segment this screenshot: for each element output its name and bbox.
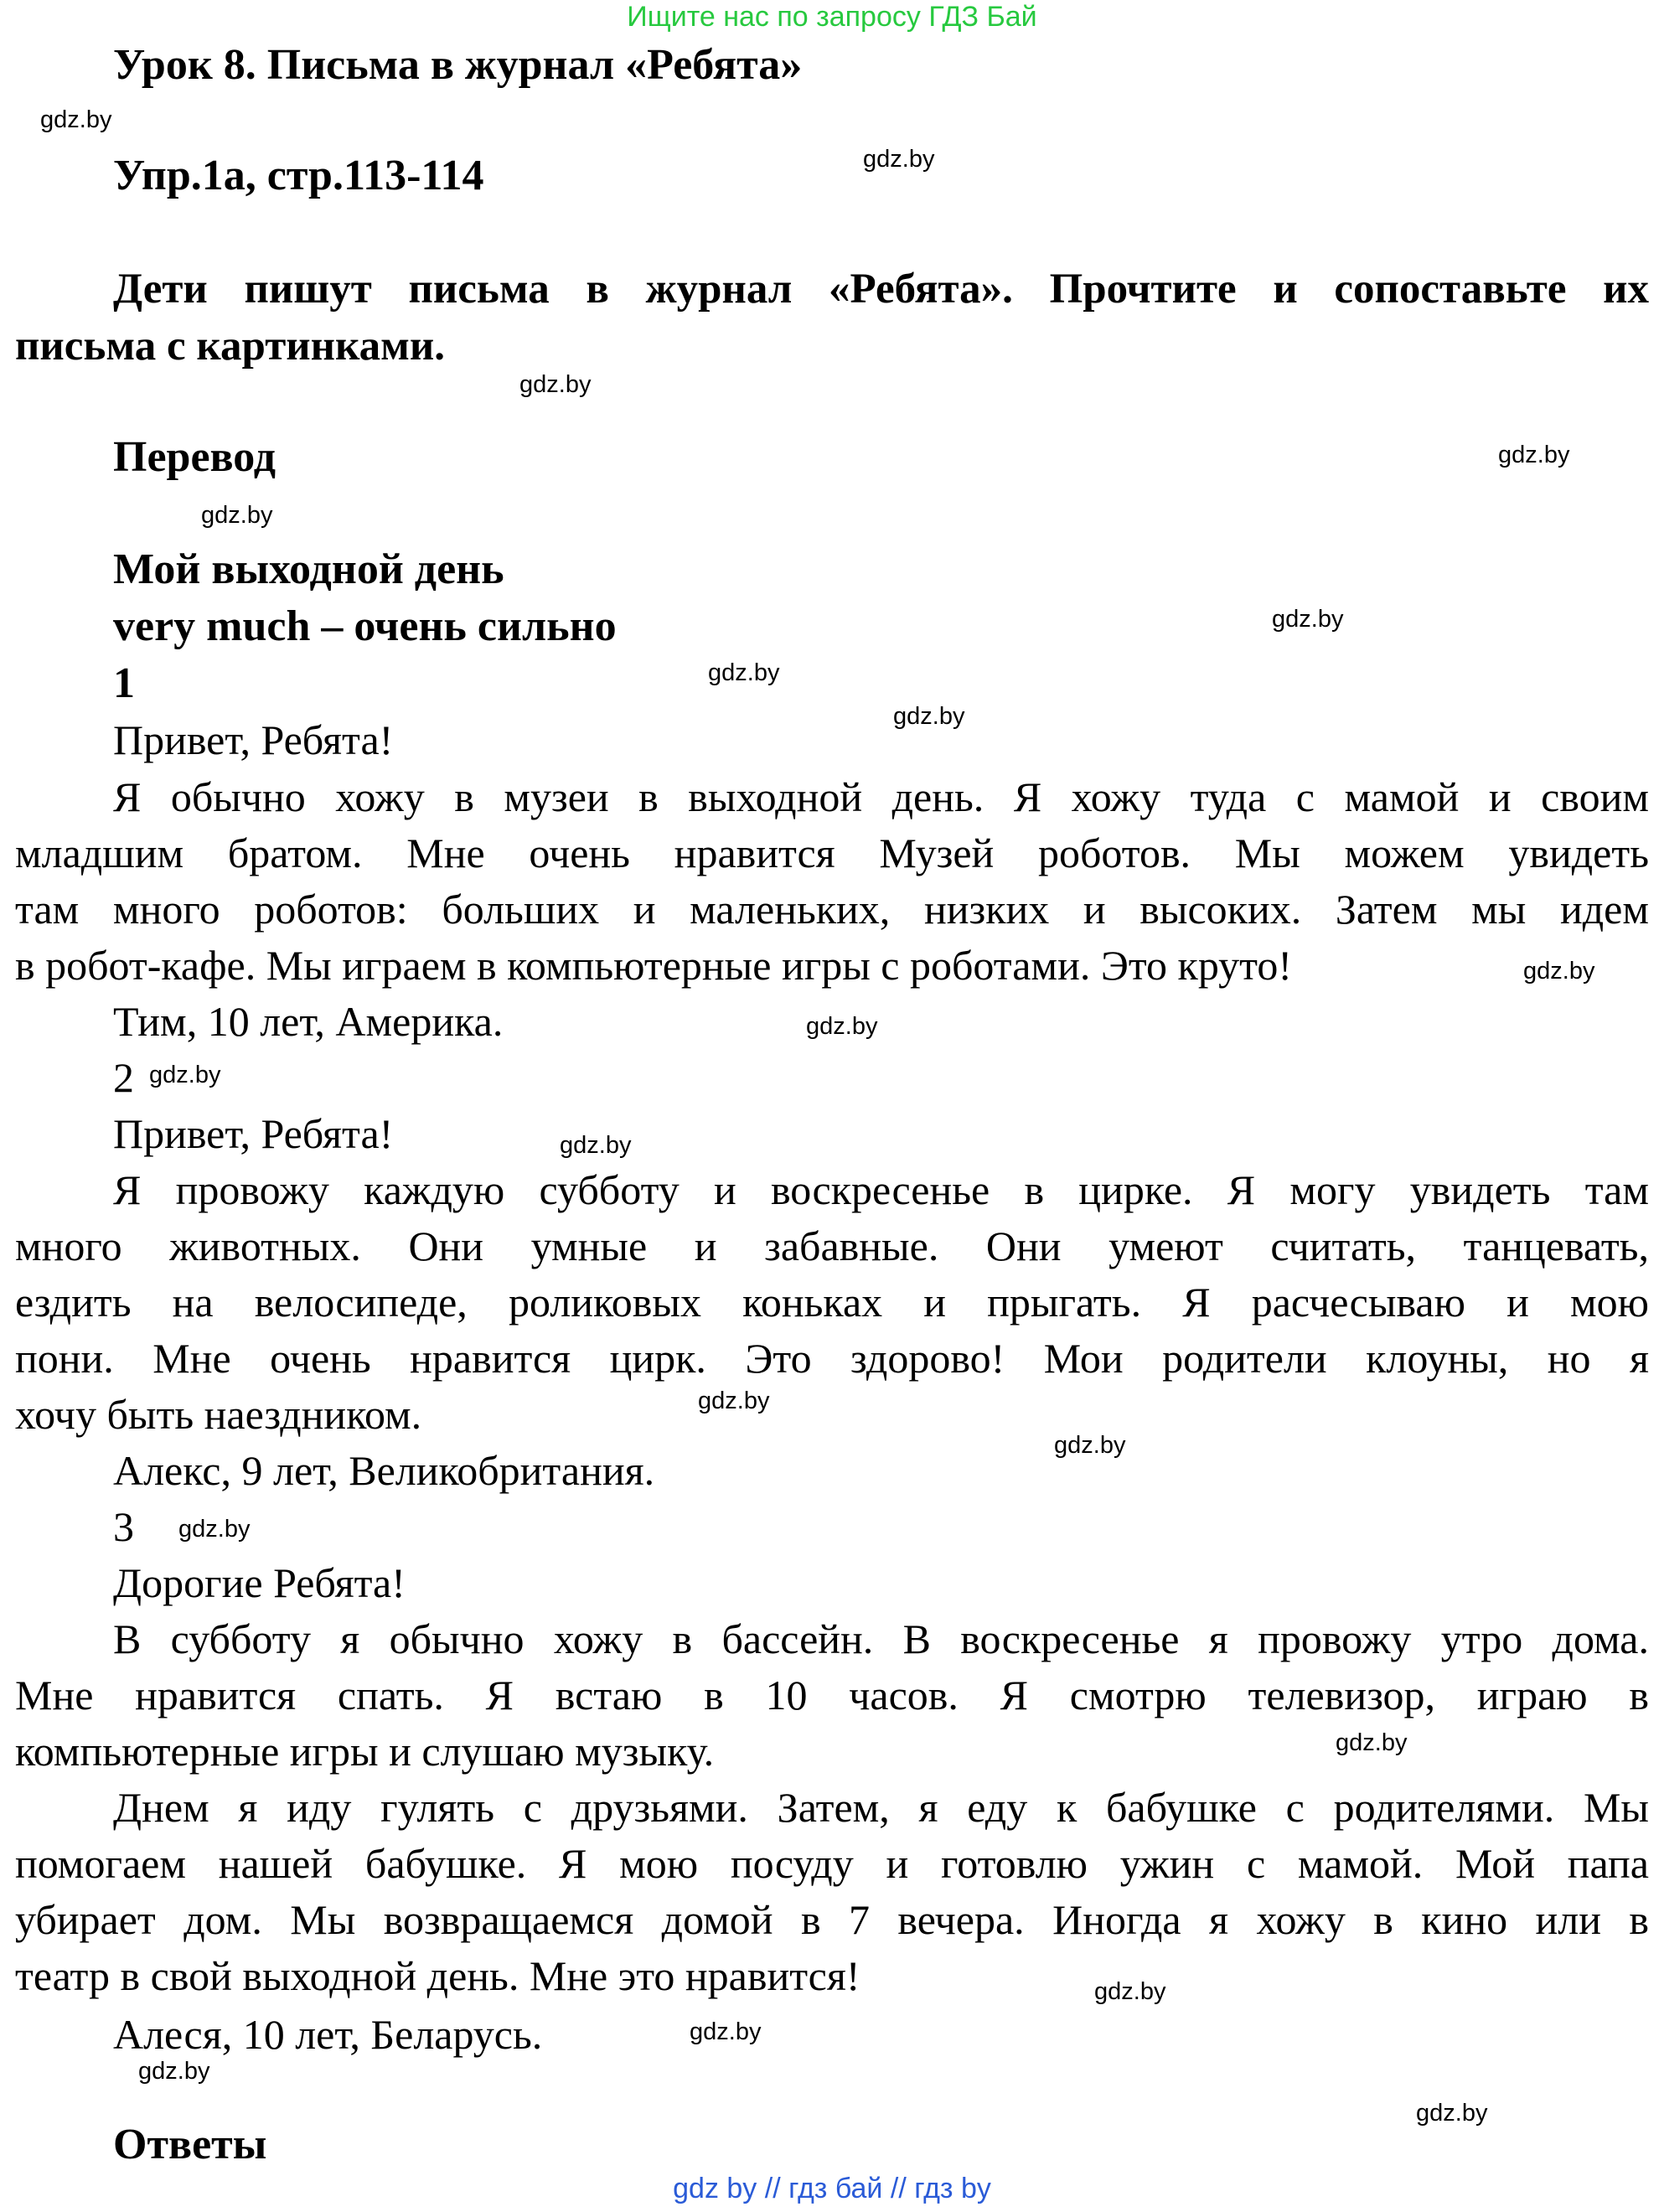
- letter-2-line: много животных. Они умные и забавные. Они умеют считать, танцевать,: [15, 1222, 1649, 1269]
- letter-2-line: пони. Мне очень нравится цирк. Это здорово! Мои родители клоуны, но я: [15, 1335, 1649, 1382]
- answers-heading: Ответы: [113, 2121, 267, 2168]
- watermark: gdz.by: [806, 1013, 878, 1040]
- watermark: gdz.by: [201, 502, 273, 529]
- letter-1-greeting: Привет, Ребята!: [113, 716, 394, 763]
- letters-title: Мой выходной день: [113, 545, 504, 593]
- watermark: gdz.by: [1336, 1729, 1408, 1756]
- watermark: gdz.by: [863, 146, 935, 173]
- letter-1-line: там много роботов: больших и маленьких, низких и высоких. Затем мы идем: [15, 886, 1649, 933]
- letter-3-number: 3: [113, 1503, 134, 1550]
- watermark: gdz.by: [1272, 606, 1344, 633]
- watermark: gdz.by: [178, 1516, 251, 1543]
- watermark: gdz.by: [1094, 1978, 1166, 2005]
- watermark: gdz.by: [893, 703, 965, 730]
- watermark: gdz.by: [1416, 2100, 1488, 2127]
- lesson-title: Урок 8. Письма в журнал «Ребята»: [113, 41, 803, 89]
- letter-2-signature: Алекс, 9 лет, Великобритания.: [113, 1447, 655, 1494]
- search-banner[interactable]: Ищите нас по запросу ГДЗ Бай: [627, 1, 1037, 33]
- letter-3-line: компьютерные игры и слушаю музыку.: [15, 1728, 715, 1775]
- watermark: gdz.by: [708, 659, 780, 686]
- letter-3-greeting: Дорогие Ребята!: [113, 1559, 406, 1606]
- letter-1-signature: Тим, 10 лет, Америка.: [113, 998, 504, 1045]
- letter-3-line: Мне нравится спать. Я встаю в 10 часов. Я смотрю телевизор, играю в: [15, 1672, 1649, 1718]
- letter-3-line: убирает дом. Мы возвращаемся домой в 7 вечера. Иногда я хожу в кино или в: [15, 1896, 1649, 1943]
- watermark: gdz.by: [698, 1388, 770, 1414]
- letter-3-line: В субботу я обычно хожу в бассейн. В воскресенье я провожу утро дома.: [113, 1615, 1649, 1662]
- letter-2-line: Я провожу каждую субботу и воскресенье в цирке. Я могу увидеть там: [113, 1166, 1649, 1213]
- letter-2-number: 2: [113, 1054, 134, 1101]
- letter-2-line: ездить на велосипеде, роликовых коньках и прыгать. Я расчесываю и мою: [15, 1279, 1649, 1326]
- watermark: gdz.by: [1498, 442, 1570, 468]
- letter-1-line: в робот-кафе. Мы играем в компьютерные игры с роботами. Это круто!: [15, 942, 1292, 989]
- letter-3-signature: Алеся, 10 лет, Беларусь.: [113, 2011, 543, 2058]
- exercise-reference: Упр.1a, стр.113-114: [113, 152, 484, 199]
- task-line-1: Дети пишут письма в журнал «Ребята». Прочтите и сопоставьте их: [113, 266, 1649, 313]
- watermark: gdz.by: [519, 371, 592, 398]
- watermark: gdz.by: [690, 2018, 762, 2045]
- task-line-2: письма с картинками.: [15, 323, 446, 370]
- letter-3-line: помогаем нашей бабушке. Я мою посуду и готовлю ужин с мамой. Мой папа: [15, 1840, 1649, 1887]
- letter-1-number: 1: [113, 659, 135, 707]
- vocabulary-note: very much – очень сильно: [113, 602, 617, 650]
- letter-1-line: Я обычно хожу в музеи в выходной день. Я хожу туда с мамой и своим: [113, 773, 1649, 820]
- letter-3-line: Днем я иду гулять с друзьями. Затем, я еду к бабушке с родителями. Мы: [113, 1784, 1649, 1831]
- watermark: gdz.by: [40, 106, 112, 133]
- letter-2-line: хочу быть наездником.: [15, 1391, 422, 1438]
- letter-1-line: младшим братом. Мне очень нравится Музей роботов. Мы можем увидеть: [15, 830, 1649, 876]
- footer-links[interactable]: gdz by // гдз бай // гдз by: [673, 2173, 991, 2204]
- letter-2-greeting: Привет, Ребята!: [113, 1110, 394, 1157]
- translation-heading: Перевод: [113, 433, 276, 481]
- watermark: gdz.by: [138, 2058, 210, 2085]
- watermark: gdz.by: [560, 1132, 632, 1159]
- watermark: gdz.by: [1054, 1432, 1126, 1459]
- letter-3-line: театр в свой выходной день. Мне это нравится!: [15, 1952, 860, 1999]
- watermark: gdz.by: [1523, 958, 1595, 985]
- watermark: gdz.by: [149, 1062, 221, 1088]
